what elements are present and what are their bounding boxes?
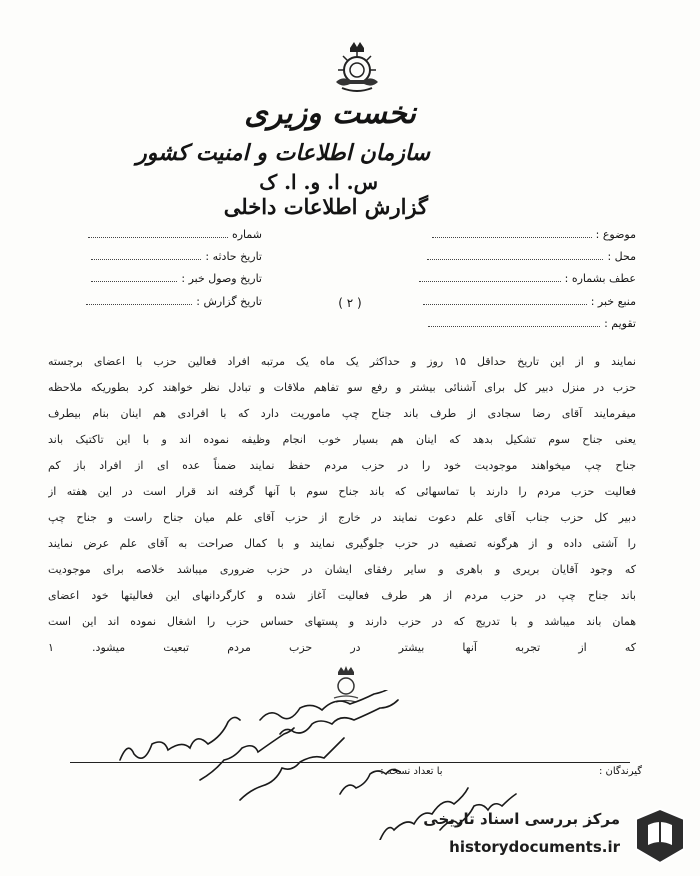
field-place: محل :	[427, 250, 636, 263]
watermark-title: مرکز بررسی اسناد تاریخی	[423, 810, 620, 828]
page-number: ( ۲ )	[338, 296, 362, 310]
body-line: یعنی جناح سوم تشکیل بدهد که اینان هم بسیار خوب انجام وظیفه نموده اند و با این تاکتیک باند	[48, 433, 636, 446]
body-line: میفرمایند آقای رضا سجادی از طرف باند جناح چپ ماموریت دارد که با افرادی هم اینان بنام بیطرف	[48, 407, 636, 420]
field-evaluation: تقویم :	[428, 317, 636, 330]
watermark-url: historydocuments.ir	[449, 838, 620, 856]
body-line: را آشتی داده و از هرگونه تصفیه در حزب جلوگیری نمایند و با کمال صراحت به آقای علم عرض نمایند	[48, 537, 636, 550]
body-line: جناح چپ میخواهند موجودیت خود را در حزب مردم حفظ نمایند ضمناً عده ای از افراد باز کم	[48, 459, 636, 472]
lion-and-sun-emblem-icon	[328, 40, 386, 94]
body-line: که وجود آقایان بریری و باهری و سایر رفقای ایشان در حزب ضروری میباشد خلاصه برای موجودیت	[48, 563, 636, 576]
body-line: حزب در منزل دبیر کل برای آشنائی بیشتر و رفع سو تفاهم ملاقات و تبادل نظر خواهند کرد بطوریکه ملاحظه	[48, 381, 636, 394]
letterhead-report-type: گزارش اطلاعات داخلی	[223, 194, 428, 219]
field-reference: عطف بشماره :	[419, 272, 636, 285]
recipients-line: گیرندگان : با تعداد نسخه :	[380, 766, 642, 777]
body-line: که از تجربه آنها بیشتر در حزب مردم تبعیت میشود. ۱	[48, 641, 636, 654]
body-line: همان باند میباشد و با تدریج که در حزب دارند و پستهای حساس حزب را اشغال نموده اند این است	[48, 615, 636, 628]
field-subject: موضوع :	[432, 228, 636, 241]
body-line: باند جناح چپ در حزب مردم از هر طرف فعالیت آغاز شده و کارگردانهای این فعالیتها خود اعضای	[48, 589, 636, 602]
field-received-date: تاریخ وصول خبر :	[91, 272, 262, 285]
letterhead-abbreviation: س. ا. و. ا. ک	[259, 170, 378, 194]
body-line: دبیر کل حزب جناب آقای علم دعوت نمایند در خارج از حزب آقای علم میان جناح راست و جناح چپ	[48, 511, 636, 524]
body-line: فعالیت حزب مردم را دارند با تماسهائی که باند جناح سوم با آنها گرفته اند قرار است در این هفته از	[48, 485, 636, 498]
field-incident-date: تاریخ حادثه :	[91, 250, 262, 263]
letterhead-organization: سازمان اطلاعات و امنیت کشور	[136, 140, 430, 166]
field-number: شماره	[88, 228, 262, 241]
signature-divider	[70, 762, 630, 763]
body-line: نمایند و از این تاریخ حداقل ۱۵ روز و حداکثر یک ماه یک مرتبه افراد فعالین حزب با اعضای برجسته	[48, 355, 636, 368]
archive-logo-icon	[630, 805, 690, 867]
field-source: منبع خبر :	[423, 295, 636, 308]
field-report-date: تاریخ گزارش :	[86, 295, 262, 308]
letterhead-ministry: نخست وزیری	[244, 96, 416, 131]
report-body	[48, 349, 636, 661]
